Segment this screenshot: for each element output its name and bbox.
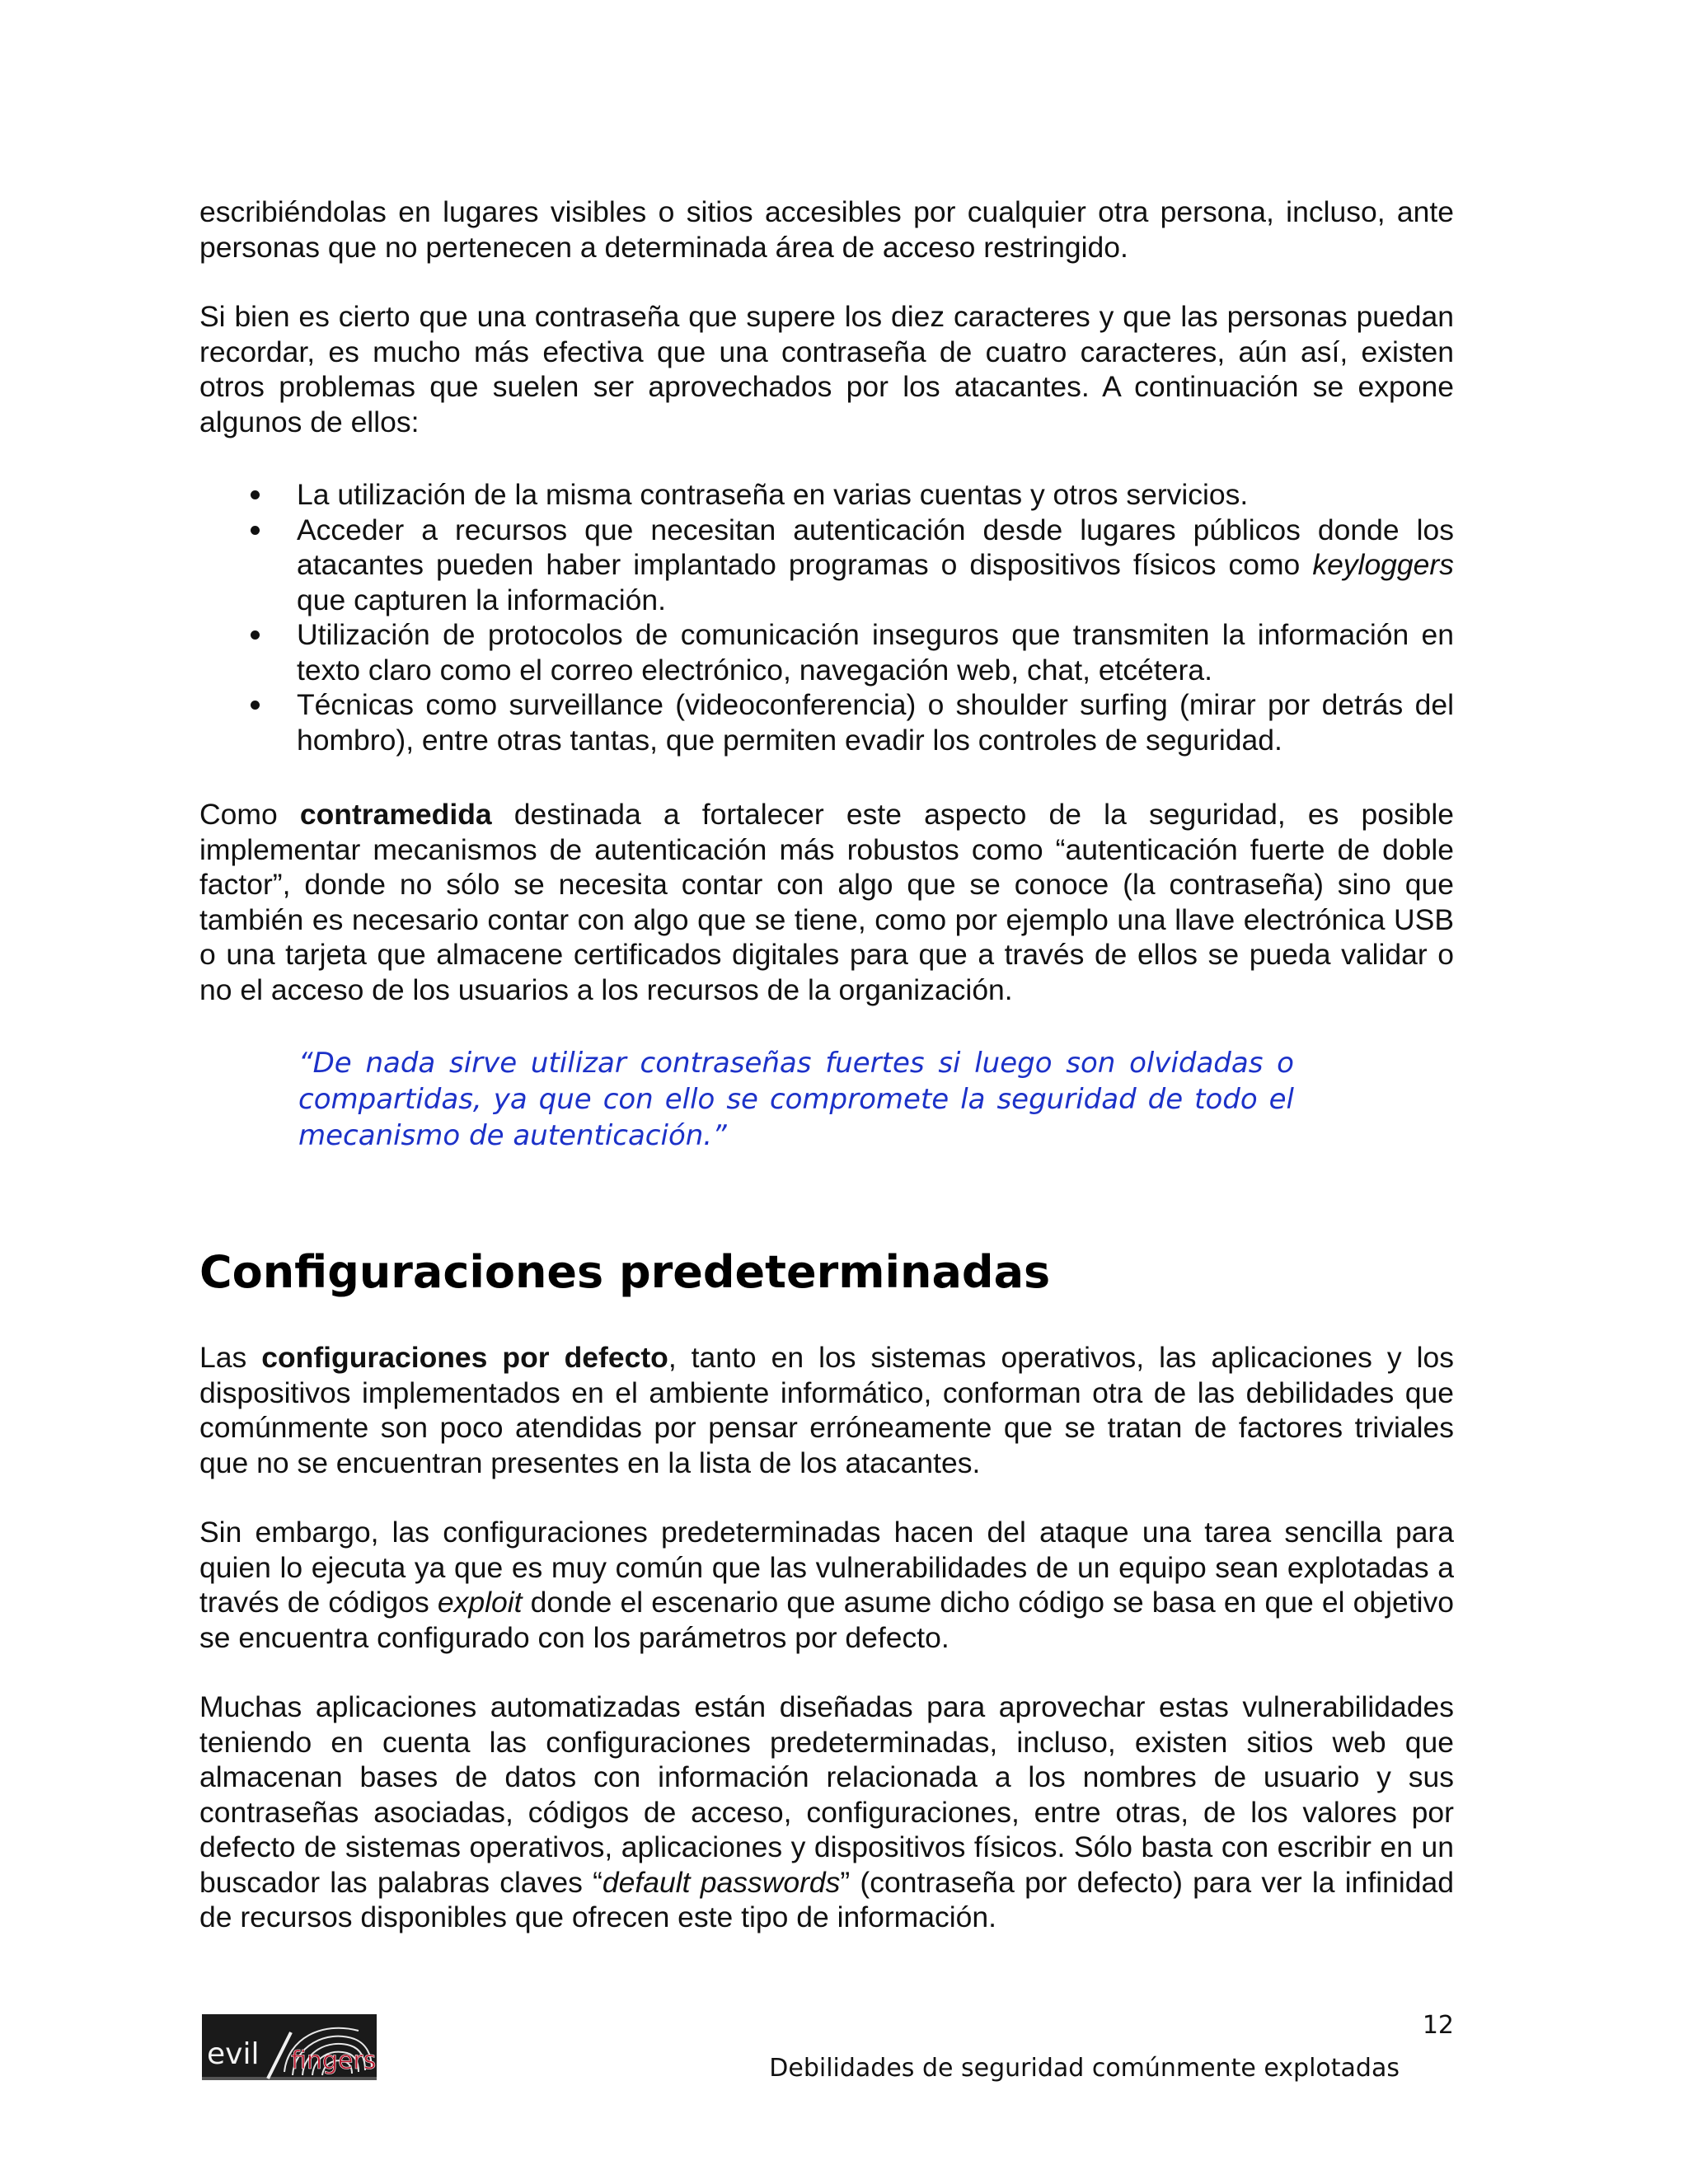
text-run: ” (contraseña por defecto) para ver la infinidad de recursos disponibles que ofrecen este tipo de información. bbox=[199, 1865, 1454, 1933]
bullet-item bbox=[199, 687, 1454, 757]
italic-term: default passwords bbox=[602, 1865, 841, 1899]
text-run: Como bbox=[199, 798, 300, 831]
bullet-item bbox=[199, 617, 1454, 687]
paragraph-text: Si bien es cierto que una contraseña que supere los diez caracteres y que las personas puedan recordar, es mucho más efectiva que una contraseña de cuatro caracteres, aún así, existen otros problemas que suelen ser aprovechados por los atacantes. A continuación se expone algunos de ellos: bbox=[199, 300, 1454, 438]
paragraph-text: escribiéndolas en lugares visibles o sitios accesibles por cualquier otra persona, incluso, ante personas que no pertenecen a determinada área de acceso restringido. bbox=[199, 195, 1454, 264]
bullet-text: que capturen la información. bbox=[297, 583, 666, 616]
text-run: destinada a fortalecer este aspecto de la seguridad, es posible implementar mecanismos de autenticación más robustos como “autenticación fuerte de doble factor”, donde no sólo se necesita contar con algo que se conoce (la contraseña) sino que también es necesario contar con algo que se tiene, como por ejemplo una llave electrónica USB o una tarjeta que almacene certificados digitales para que a través de ellos se pueda validar o no el acceso de los usuarios a los recursos de la organización. bbox=[199, 798, 1454, 1006]
bullet-text: La utilización de la misma contraseña en varias cuentas y otros servicios. bbox=[297, 478, 1249, 511]
paragraph-countermeasure bbox=[199, 797, 1454, 1007]
paragraph-text bbox=[199, 1690, 1454, 1935]
paragraph-automated-tools bbox=[199, 1690, 1454, 1935]
paragraph-text bbox=[199, 1515, 1454, 1655]
text-run: Sin embargo, las configuraciones predeterminadas hacen del ataque una tarea sencilla para quien lo ejecuta ya que es muy común que las vulnerabilidades de un equipo sean explotadas a través de códigos bbox=[199, 1516, 1454, 1619]
text-run: Muchas aplicaciones automatizadas están diseñadas para aprovechar estas vulnerabilidades teniendo en cuenta las configuraciones predeterminadas, incluso, existen sitios web que almacenan bases de datos con información relacionada a los nombres de usuario y sus contraseñas asociadas, códigos de acceso, configuraciones, entre otras, de los valores por defecto de sistemas operativos, aplicaciones y dispositivos físicos. Sólo basta con escribir en un buscador las palabras claves “ bbox=[199, 1690, 1454, 1899]
paragraph-password-problems bbox=[199, 299, 1454, 439]
text-run: Las bbox=[199, 1341, 262, 1374]
section-heading: Configuraciones predeterminadas bbox=[199, 1246, 1051, 1298]
bold-term: contramedida bbox=[299, 798, 492, 831]
logo-text-evil: evil bbox=[207, 2037, 260, 2071]
bold-term: configuraciones por defecto bbox=[261, 1341, 668, 1374]
bullet-italic-term: keyloggers bbox=[1312, 548, 1454, 581]
bullet-text: Utilización de protocolos de comunicación inseguros que transmiten la información en texto claro como el correo electrónico, navegación web, chat, etcétera. bbox=[297, 618, 1454, 687]
bullet-text: Técnicas como surveillance (videoconferencia) o shoulder surfing (mirar por detrás del hombro), entre otras tantas, que permiten evadir los controles de seguridad. bbox=[297, 688, 1454, 757]
bullet-item bbox=[199, 477, 1454, 513]
italic-term: exploit bbox=[437, 1586, 523, 1619]
paragraph-intro-continuation bbox=[199, 194, 1454, 265]
bullet-list-attack-vectors bbox=[199, 477, 1454, 757]
paragraph-default-configs bbox=[199, 1340, 1454, 1480]
paragraph-text bbox=[199, 1340, 1454, 1480]
bullet-item bbox=[199, 513, 1454, 618]
logo-text-fingers: fingers bbox=[291, 2046, 377, 2075]
evil-fingers-logo bbox=[202, 2014, 377, 2080]
paragraph-text bbox=[199, 797, 1454, 1007]
footer-document-title: Debilidades de seguridad comúnmente explotadas bbox=[769, 2054, 1400, 2083]
page-number: 12 bbox=[1422, 2011, 1454, 2040]
text-run: , tanto en los sistemas operativos, las aplicaciones y los dispositivos implementados en el ambiente informático, conforman otra de las debilidades que comúnmente son poco atendidas por pensar erróneamente que se tratan de factores triviales que no se encuentran presentes en la lista de los atacantes. bbox=[199, 1341, 1454, 1479]
bullet-text: Acceder a recursos que necesitan autenticación desde lugares públicos donde los atacantes pueden haber implantado programas o dispositivos físicos como bbox=[297, 513, 1454, 581]
text-run: donde el escenario que asume dicho código se basa en que el objetivo se encuentra configurado con los parámetros por defecto. bbox=[199, 1586, 1454, 1654]
logo-shadow bbox=[202, 2077, 377, 2080]
highlight-quote: “De nada sirve utilizar contraseñas fuertes si luego son olvidadas o compartidas, ya que con ello se compromete la seguridad de todo el mecanismo de autenticación.” bbox=[298, 1047, 1294, 1152]
paragraph-exploit bbox=[199, 1515, 1454, 1655]
